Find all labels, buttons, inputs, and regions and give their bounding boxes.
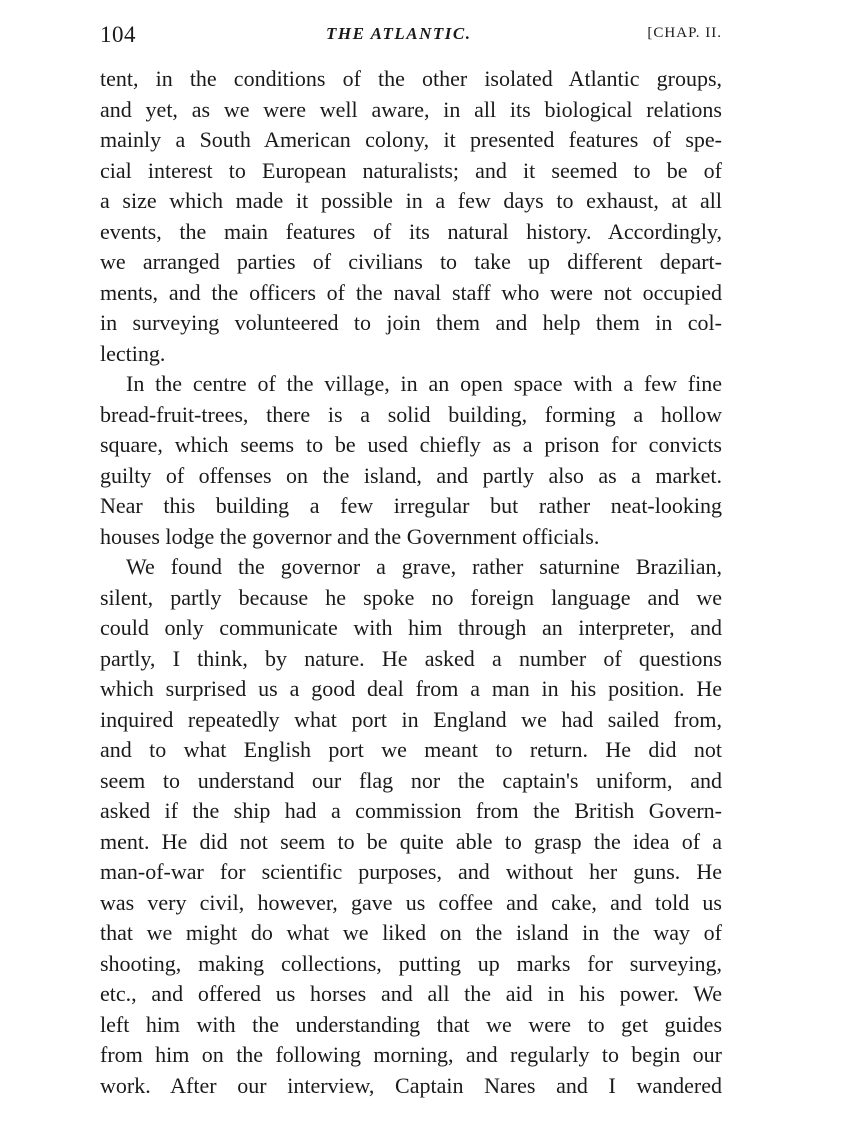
text-line: inquired repeatedly what port in England we had sailed from, [100,706,722,732]
running-title: THE ATLANTIC. [326,24,472,43]
text-line: square, which seems to be used chiefly as a prison for convicts [100,432,722,457]
chapter-reference: [CHAP. II. [647,25,722,41]
text-line: guilty of offenses on the island, and partly also as a market. [100,462,722,488]
text-line: houses lodge the governor and the Government officials. [100,523,600,549]
text-line: mainly a South American colony, it presented features of spe- [100,127,722,152]
text-line: was very civil, however, gave us coffee and cake, and told us [100,889,722,915]
text-line: silent, partly because he spoke no foreign language and we [100,584,722,610]
text-line: from him on the following morning, and regularly to begin our [100,1042,722,1067]
text-line: in surveying volunteered to join them and help them in col- [100,310,722,335]
text-line: could only communicate with him through an interpreter, and [100,615,722,640]
text-line: man-of-war for scientific purposes, and without her guns. He [100,859,722,884]
text-line: that we might do what we liked on the island in the way of [100,920,722,945]
paragraph-1 [100,64,722,369]
page-number: 104 [100,22,136,47]
text-line: work. After our interview, Captain Nares and I wandered [100,1072,722,1098]
running-head [100,22,722,52]
text-line: shooting, making collections, putting up marks for surveying, [100,950,722,976]
text-line: bread-fruit-trees, there is a solid building, forming a hollow [100,401,722,427]
text-line: a size which made it possible in a few days to exhaust, at all [100,188,722,213]
text-line: Near this building a few irregular but rather neat-looking [100,493,722,518]
text-line: lecting. [100,340,166,366]
text-line: which surprised us a good deal from a man in his position. He [100,676,722,701]
text-line: tent, in the conditions of the other isolated Atlantic groups, [100,66,722,91]
text-line: ments, and the officers of the naval staff who were not occupied [100,279,722,305]
text-line: seem to understand our flag nor the captain's uniform, and [100,767,722,793]
text-line: we arranged parties of civilians to take up different depart- [100,249,722,274]
paragraph-3 [100,552,722,1101]
paragraph-2 [100,369,722,552]
text-line: left him with the understanding that we were to get guides [100,1011,722,1037]
text-line: events, the main features of its natural history. Accordingly, [100,218,722,244]
text-line: We found the governor a grave, rather saturnine Brazilian, [126,554,722,579]
text-line: and to what English port we meant to return. He did not [100,737,722,762]
text-line: etc., and offered us horses and all the aid in his power. We [100,981,722,1006]
text-line: asked if the ship had a commission from the British Govern- [100,798,722,823]
body-text [100,64,722,1101]
text-line: In the centre of the village, in an open space with a few fine [126,371,722,396]
text-line: partly, I think, by nature. He asked a number of questions [100,645,722,671]
text-line: cial interest to European naturalists; and it seemed to be of [100,157,722,183]
text-line: ment. He did not seem to be quite able to grasp the idea of a [100,828,722,854]
text-line: and yet, as we were well aware, in all its biological relations [100,96,722,122]
